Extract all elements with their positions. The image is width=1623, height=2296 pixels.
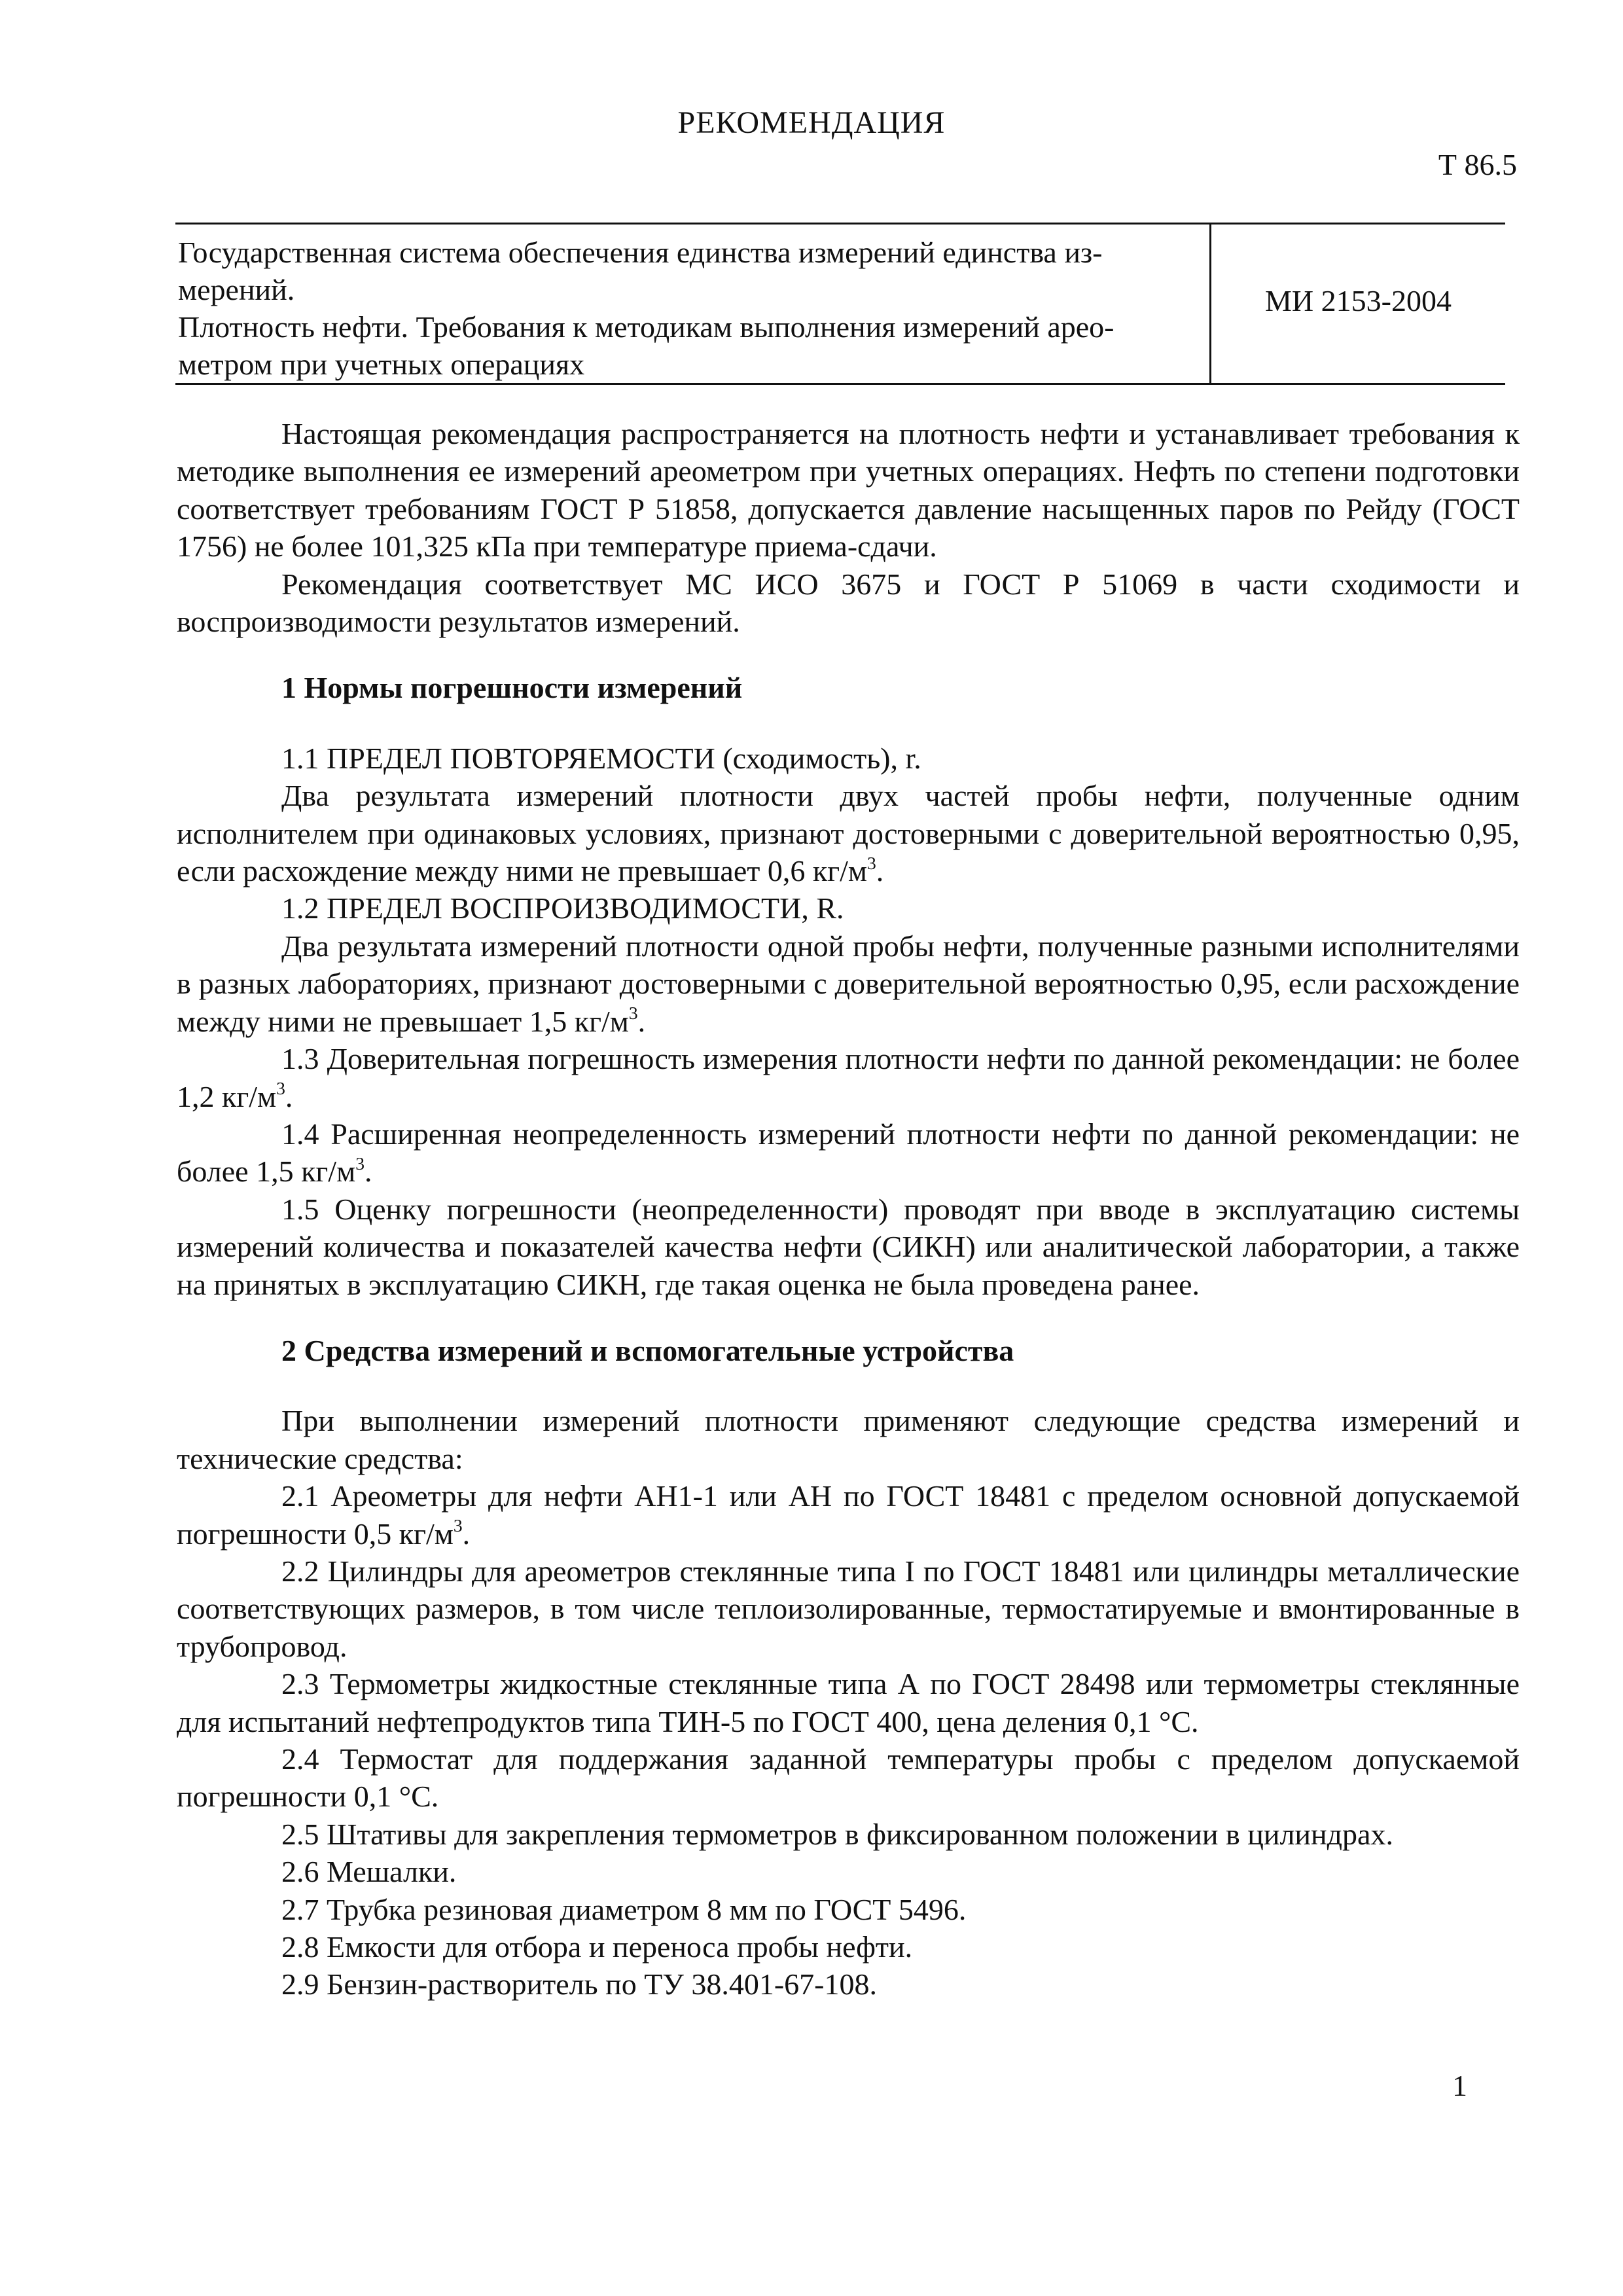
- clause-1-2-title: 1.2 ПРЕДЕЛ ВОСПРОИЗВОДИМОСТИ, R.: [281, 891, 844, 925]
- clause-1-4: [177, 1115, 1520, 1191]
- clause-2-3: 2.3 Термометры жидкостные стеклянные типа А по ГОСТ 28498 или термометры стеклянные для испытаний нефтепродуктов типа ТИН-5 по ГОСТ 400, цена деления 0,1 °С.: [177, 1667, 1520, 1738]
- clause-text: 1.4 Расширенная неопределенность измерений плотности нефти по данной рекомендации: не более 1,5 кг/м: [177, 1117, 1520, 1189]
- classification-code: Т 86.5: [1438, 148, 1517, 181]
- header-line: мерений.: [178, 273, 295, 306]
- superscript: 3: [453, 1515, 463, 1536]
- period: .: [462, 1516, 471, 1551]
- header-line: метром при учетных операциях: [178, 348, 585, 381]
- section-2-intro: При выполнении измерений плотности применяют следующие средства измерений и технические средства:: [177, 1404, 1520, 1475]
- clause-2-8: 2.8 Емкости для отбора и переноса пробы нефти.: [281, 1930, 913, 1964]
- superscript: 3: [355, 1153, 365, 1174]
- page-number: 1: [1452, 2069, 1467, 2102]
- clause-2-6: 2.6 Мешалки.: [281, 1855, 457, 1889]
- superscript: 3: [866, 852, 876, 873]
- period: .: [637, 1004, 646, 1038]
- period: .: [285, 1079, 293, 1113]
- clause-2-2: 2.2 Цилиндры для ареометров стеклянные типа I по ГОСТ 18481 или цилиндры металлические соответствующих размеров, в том числе теплоизолированные, термостатируемые и вмонтированные в трубопровод.: [177, 1554, 1520, 1663]
- clause-text: Два результата измерений плотности двух частей пробы нефти, полученные одним исполнителем при одинаковых условиях, признают достоверными с доверительной вероятностью 0,95, если расхождение между ними не превышает 0,6 кг/м: [177, 779, 1520, 888]
- clause-1-3: [177, 1040, 1520, 1115]
- header-line: Плотность нефти. Требования к методикам выполнения измерений арео-: [178, 310, 1115, 344]
- clause-2-4: 2.4 Термостат для поддержания заданной температуры пробы с пределом допускаемой погрешности 0,1 °С.: [177, 1742, 1520, 1814]
- clause-text: 2.1 Ареометры для нефти АН1-1 или АН по ГОСТ 18481 с пределом основной допускаемой погрешности 0,5 кг/м: [177, 1479, 1520, 1551]
- clause-2-9: 2.9 Бензин-растворитель по ТУ 38.401-67-108.: [281, 1967, 878, 2001]
- section-2-heading: 2 Средства измерений и вспомогательные устройства: [281, 1333, 1014, 1367]
- clause-2-1: [177, 1477, 1520, 1552]
- clause-text: 1.3 Доверительная погрешность измерения плотности нефти по данной рекомендации: не более 1,2 кг/м: [177, 1042, 1520, 1113]
- document-body: [177, 415, 1520, 2003]
- document-title: РЕКОМЕНДАЦИЯ: [677, 105, 946, 140]
- period: .: [876, 854, 884, 888]
- clause-1-2-text: [177, 927, 1520, 1040]
- superscript: 3: [628, 1003, 638, 1024]
- intro-paragraph: Рекомендация соответствует МС ИСО 3675 и ГОСТ Р 51069 в части сходимости и воспроизводимости результатов измерений.: [177, 567, 1520, 639]
- intro-paragraph: Настоящая рекомендация распространяется на плотность нефти и устанавливает требования к методике выполнения ее измерений ареометром при учетных операциях. Нефть по степени подготовки соответствует требованиям ГОСТ Р 51858, допускается давление насыщенных паров по Рейду (ГОСТ 1756) не более 101,325 кПа при температуре приема-сдачи.: [177, 417, 1520, 564]
- clause-1-1-text: [177, 777, 1520, 889]
- clause-2-7: 2.7 Трубка резиновая диаметром 8 мм по ГОСТ 5496.: [281, 1892, 967, 1926]
- document-designation: МИ 2153-2004: [1265, 283, 1452, 317]
- superscript: 3: [276, 1078, 285, 1099]
- clause-1-1-title: 1.1 ПРЕДЕЛ ПОВТОРЯЕМОСТИ (сходимость), r.: [281, 741, 921, 775]
- header-table: [175, 223, 1505, 385]
- period: .: [365, 1155, 372, 1189]
- clause-2-5: 2.5 Штативы для закрепления термометров в фиксированном положении в цилиндрах.: [281, 1817, 1393, 1851]
- header-line: Государственная система обеспечения единства измерений единства из-: [178, 236, 1103, 269]
- header-description: [175, 224, 1211, 383]
- clause-1-5: 1.5 Оценку погрешности (неопределенности) проводят при вводе в эксплуатацию системы измерений количества и показателей качества нефти (СИКН) или аналитической лаборатории, а также на принятых в эксплуатацию СИКН, где такая оценка не была проведена ранее.: [177, 1192, 1520, 1301]
- clause-text: Два результата измерений плотности одной пробы нефти, полученные разными исполнителями в разных лабораториях, признают достоверными с доверительной вероятностью 0,95, если расхождение между ними не превышает 1,5 кг/м: [177, 929, 1520, 1038]
- section-1-heading: 1 Нормы погрешности измерений: [281, 671, 743, 705]
